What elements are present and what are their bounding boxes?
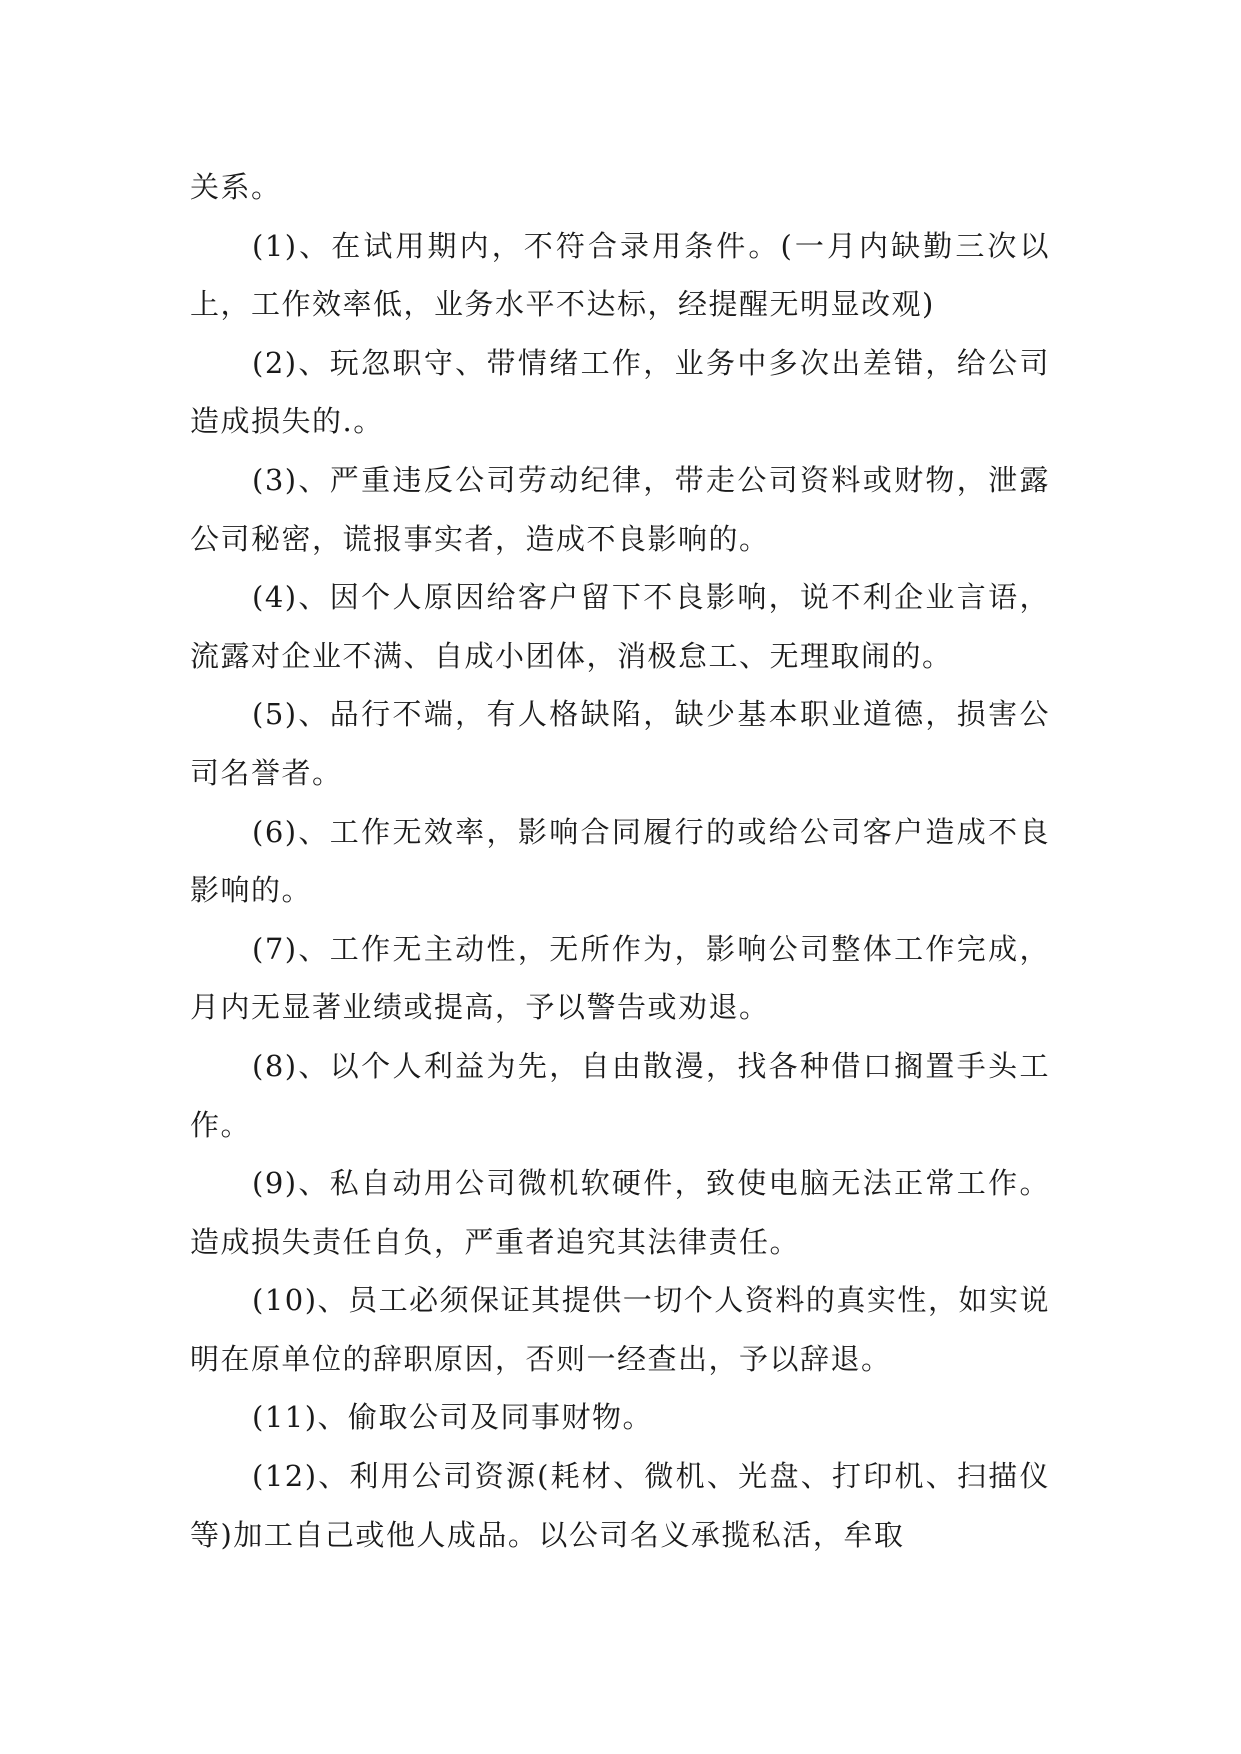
paragraph-item-4: (4)、因个人原因给客户留下不良影响，说不利企业言语，流露对企业不满、自成小团体，消极怠工、无理取闹的。 — [190, 580, 1050, 673]
paragraph-item-2: (2)、玩忽职守、带情绪工作，业务中多次出差错，给公司造成损失的.。 — [190, 345, 1050, 439]
paragraph-item-12: (12)、利用公司资源(耗材、微机、光盘、打印机、扫描仪等)加工自己或他人成品。以公司名义承揽私活，牟取 — [190, 1459, 1050, 1552]
paragraph-item-8: (8)、以个人利益为先，自由散漫，找各种借口搁置手头工作。 — [190, 1048, 1050, 1142]
paragraph-item-1: (1)、在试用期内，不符合录用条件。(一月内缺勤三次以上，工作效率低，业务水平不达标，经提醒无明显改观) — [190, 228, 1050, 322]
paragraph-item-10: (10)、员工必须保证其提供一切个人资料的真实性，如实说明在原单位的辞职原因，否则一经查出，予以辞退。 — [190, 1283, 1050, 1376]
paragraph-continuation: 关系。 — [190, 170, 282, 204]
paragraph-item-5: (5)、品行不端，有人格缺陷，缺少基本职业道德，损害公司名誉者。 — [190, 697, 1050, 790]
paragraph-item-6: (6)、工作无效率，影响合同履行的或给公司客户造成不良影响的。 — [190, 814, 1050, 908]
paragraph-item-11: (11)、偷取公司及同事财物。 — [252, 1400, 654, 1435]
paragraph-item-3: (3)、严重违反公司劳动纪律，带走公司资料或财物，泄露公司秘密，谎报事实者，造成不良影响的。 — [190, 462, 1050, 556]
paragraph-item-9: (9)、私自动用公司微机软硬件，致使电脑无法正常工作。造成损失责任自负，严重者追究其法律责任。 — [190, 1166, 1050, 1259]
body-text — [190, 158, 1050, 1564]
paragraph-item-7: (7)、工作无主动性，无所作为，影响公司整体工作完成，月内无显著业绩或提高，予以警告或劝退。 — [190, 931, 1050, 1025]
